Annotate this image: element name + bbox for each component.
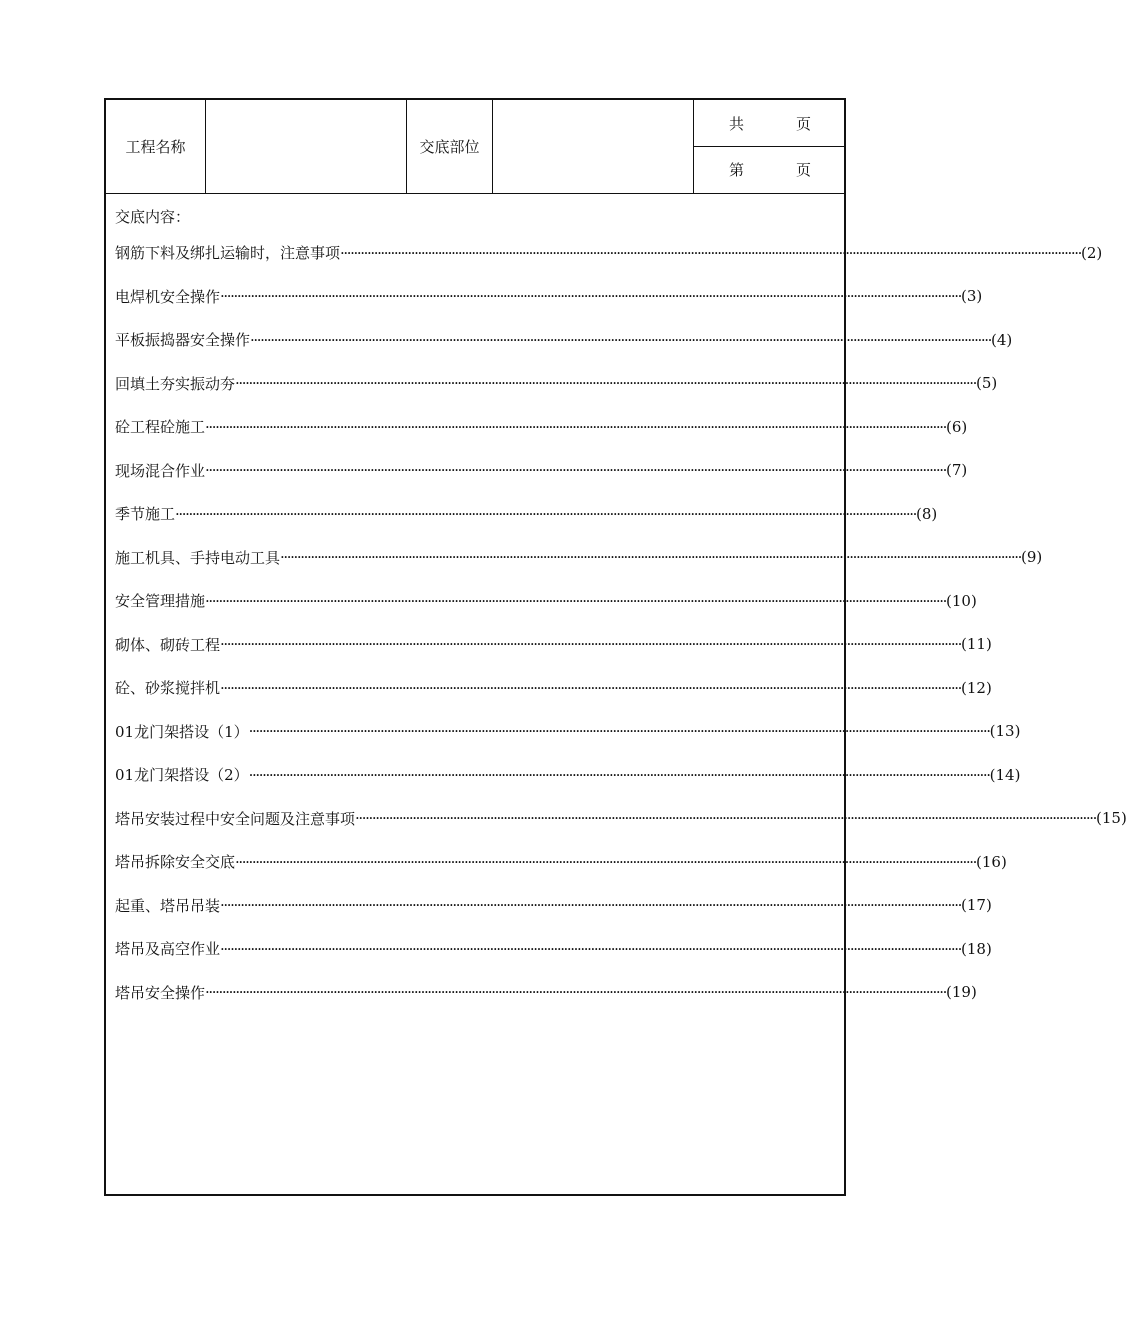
content-heading: 交底内容： bbox=[115, 208, 191, 226]
toc-entry-page: (17) bbox=[961, 896, 992, 915]
toc-entry-title: 塔吊安全操作 bbox=[115, 983, 206, 1002]
toc-entry-page: (13) bbox=[989, 722, 1021, 741]
toc-entry-page: (18) bbox=[961, 939, 992, 958]
toc-entry[interactable] bbox=[115, 449, 968, 493]
toc-entry-title: 电焊机安全操作 bbox=[115, 287, 221, 306]
toc-entry[interactable] bbox=[115, 753, 1021, 797]
disclosure-location-field[interactable] bbox=[493, 100, 694, 193]
toc-leader-dots: ···························································································································································································································· bbox=[205, 461, 946, 480]
toc-leader-dots: ···························································································································································································································· bbox=[220, 678, 961, 697]
toc-entry[interactable] bbox=[115, 840, 1007, 884]
toc-leader-dots: ···························································································································································································································· bbox=[280, 548, 1021, 567]
toc-entry-page: (10) bbox=[946, 591, 977, 610]
toc-entry[interactable] bbox=[115, 536, 1043, 580]
form-header bbox=[106, 100, 844, 194]
toc-entry[interactable] bbox=[115, 231, 1103, 275]
toc-entry-title: 01龙门架搭设（1） bbox=[115, 722, 249, 741]
toc-entry-title: 平板振捣器安全操作 bbox=[115, 331, 251, 350]
toc-entry-title: 01龙门架搭设（2） bbox=[115, 766, 249, 785]
toc-entry-page: (6) bbox=[946, 417, 968, 436]
toc-leader-dots: ···························································································································································································································· bbox=[220, 635, 961, 654]
toc-entry[interactable] bbox=[115, 579, 977, 623]
total-pages-prefix: 共 bbox=[729, 114, 745, 133]
toc-leader-dots: ···························································································································································································································· bbox=[250, 330, 991, 349]
toc-entry[interactable] bbox=[115, 405, 968, 449]
toc-entry-page: (11) bbox=[961, 635, 992, 654]
project-name-label: 工程名称 bbox=[106, 100, 206, 193]
toc-entry[interactable] bbox=[115, 710, 1021, 754]
toc-entry-title: 钢筋下料及绑扎运输时，注意事项 bbox=[115, 244, 341, 263]
toc-entry-title: 起重、塔吊吊装 bbox=[115, 896, 221, 915]
toc-entry-title: 安全管理措施 bbox=[115, 592, 206, 611]
toc-entry[interactable] bbox=[115, 318, 1013, 362]
toc-entry-page: (12) bbox=[961, 678, 992, 697]
toc-entry[interactable] bbox=[115, 884, 992, 928]
total-pages-suffix: 页 bbox=[796, 114, 812, 133]
toc-leader-dots: ···························································································································································································································· bbox=[175, 504, 916, 523]
toc-entry-page: (9) bbox=[1021, 548, 1043, 567]
toc-entry-title: 塔吊拆除安全交底 bbox=[115, 853, 236, 872]
page-count-box bbox=[694, 100, 844, 193]
toc-entry-page: (3) bbox=[961, 287, 983, 306]
toc-leader-dots: ···························································································································································································································· bbox=[205, 983, 946, 1002]
toc-entry-title: 塔吊及高空作业 bbox=[115, 940, 221, 959]
toc-leader-dots: ···························································································································································································································· bbox=[205, 417, 946, 436]
toc-entry[interactable] bbox=[115, 666, 992, 710]
toc-leader-dots: ···························································································································································································································· bbox=[248, 722, 990, 741]
toc-entry[interactable] bbox=[115, 927, 992, 971]
toc-leader-dots: ···························································································································································································································· bbox=[235, 852, 976, 871]
toc-entry-title: 施工机具、手持电动工具 bbox=[115, 548, 281, 567]
toc-entry[interactable] bbox=[115, 623, 992, 667]
toc-leader-dots: ···························································································································································································································· bbox=[220, 939, 961, 958]
total-pages-row bbox=[694, 100, 844, 147]
page-number-prefix: 第 bbox=[729, 161, 745, 179]
page-number-row bbox=[694, 146, 844, 193]
toc-leader-dots: ···························································································································································································································· bbox=[355, 809, 1096, 828]
toc-entry-page: (5) bbox=[976, 374, 998, 393]
toc-leader-dots: ···························································································································································································································· bbox=[340, 243, 1081, 262]
form-body bbox=[106, 193, 1127, 1194]
page-number-suffix: 页 bbox=[796, 161, 812, 179]
toc-leader-dots: ···························································································································································································································· bbox=[220, 287, 961, 306]
project-name-field[interactable] bbox=[206, 100, 407, 193]
toc-entry[interactable] bbox=[115, 797, 1127, 841]
toc-entry-title: 回填土夯实振动夯 bbox=[115, 374, 236, 393]
disclosure-location-label: 交底部位 bbox=[407, 100, 493, 193]
toc-entry-title: 现场混合作业 bbox=[115, 461, 206, 480]
toc-entry[interactable] bbox=[115, 971, 977, 1015]
toc-entry[interactable] bbox=[115, 362, 998, 406]
table-of-contents bbox=[115, 231, 1127, 1014]
toc-entry-title: 砼工程砼施工 bbox=[115, 418, 206, 437]
toc-entry-page: (15) bbox=[1096, 809, 1127, 828]
toc-entry-page: (16) bbox=[976, 852, 1007, 871]
toc-leader-dots: ···························································································································································································································· bbox=[235, 374, 976, 393]
toc-entry-page: (7) bbox=[946, 461, 968, 480]
toc-leader-dots: ···························································································································································································································· bbox=[248, 765, 990, 784]
toc-entry-page: (2) bbox=[1081, 243, 1103, 262]
toc-entry-title: 砌体、砌砖工程 bbox=[115, 635, 221, 654]
toc-leader-dots: ···························································································································································································································· bbox=[205, 591, 946, 610]
toc-entry-page: (4) bbox=[991, 330, 1013, 349]
toc-entry-page: (19) bbox=[946, 983, 977, 1002]
toc-entry-title: 砼、砂浆搅拌机 bbox=[115, 679, 221, 698]
disclosure-form bbox=[104, 98, 1127, 1196]
toc-leader-dots: ···························································································································································································································· bbox=[220, 896, 961, 915]
toc-entry-page: (8) bbox=[916, 504, 938, 523]
toc-entry[interactable] bbox=[115, 275, 983, 319]
toc-entry-page: (14) bbox=[989, 765, 1021, 784]
toc-entry-title: 季节施工 bbox=[115, 505, 176, 524]
toc-entry[interactable] bbox=[115, 492, 938, 536]
toc-entry-title: 塔吊安装过程中安全问题及注意事项 bbox=[115, 809, 356, 828]
